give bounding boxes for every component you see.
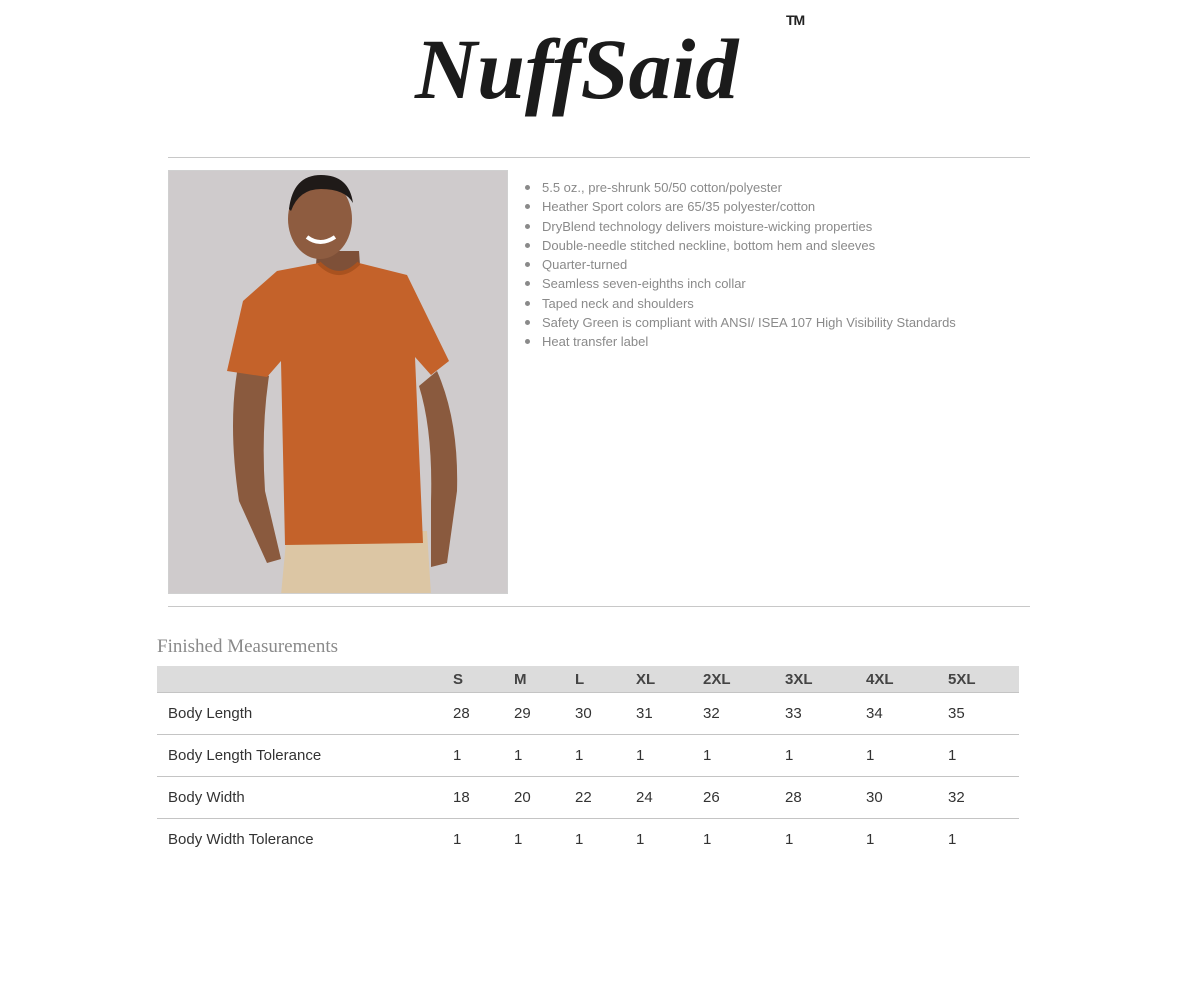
table-cell: 1 (703, 735, 785, 777)
size-header: L (575, 666, 636, 693)
size-header: XL (636, 666, 703, 693)
table-cell: 1 (948, 831, 957, 848)
feature-item: Seamless seven-eighths inch collar (525, 274, 956, 293)
table-cell: 32 (948, 777, 1019, 819)
trademark-mark: TM (786, 12, 805, 28)
table-cell: 30 (866, 777, 948, 819)
table-cell: 32 (703, 693, 785, 735)
table-cell: 29 (514, 693, 575, 735)
table-cell: 35 (948, 693, 1019, 735)
table-cell: 1 (785, 735, 866, 777)
table-cell: 1 (453, 735, 514, 777)
feature-item: Double-needle stitched neckline, bottom hem and sleeves (525, 236, 956, 255)
table-cell: 24 (636, 777, 703, 819)
header-blank-cell (157, 666, 453, 693)
table-row (157, 693, 1019, 735)
size-header: 4XL (866, 666, 948, 693)
feature-item: DryBlend technology delivers moisture-wicking properties (525, 217, 956, 236)
row-label: Body Width Tolerance (168, 831, 314, 848)
feature-list (525, 178, 956, 352)
size-header: 3XL (785, 666, 866, 693)
table-cell: 1 (703, 831, 712, 848)
feature-item: 5.5 oz., pre-shrunk 50/50 cotton/polyester (525, 178, 956, 197)
table-cell: 30 (575, 693, 636, 735)
table-cell: 34 (866, 693, 948, 735)
table-row (157, 777, 1019, 819)
table-cell: 1 (514, 735, 575, 777)
table-cell: 26 (703, 777, 785, 819)
table-cell: 31 (636, 693, 703, 735)
table-cell: 1 (514, 831, 523, 848)
feature-item: Heather Sport colors are 65/35 polyester/cotton (525, 197, 956, 216)
row-label: Body Width (157, 777, 453, 819)
table-cell: 1 (785, 831, 794, 848)
measurements-table (157, 666, 1019, 860)
table-cell: 1 (575, 831, 584, 848)
size-header: 2XL (703, 666, 785, 693)
table-cell: 20 (514, 777, 575, 819)
feature-item: Safety Green is compliant with ANSI/ ISEA 107 High Visibility Standards (525, 313, 956, 332)
divider-bottom (168, 606, 1030, 607)
brand-logo (410, 18, 810, 143)
table-cell: 1 (948, 735, 1019, 777)
table-cell: 28 (453, 693, 514, 735)
table-row (157, 819, 1019, 861)
table-cell: 1 (636, 831, 645, 848)
table-cell: 18 (453, 777, 514, 819)
table-cell: 33 (785, 693, 866, 735)
product-photo (168, 170, 508, 594)
table-cell: 1 (866, 735, 948, 777)
size-header-row (157, 666, 1019, 693)
table-cell: 28 (785, 777, 866, 819)
feature-item: Taped neck and shoulders (525, 294, 956, 313)
measurements-title: Finished Measurements (157, 636, 339, 657)
model-illustration (169, 171, 508, 594)
feature-item: Quarter-turned (525, 255, 956, 274)
size-header: S (453, 666, 514, 693)
size-header: M (514, 666, 575, 693)
brand-logo-wordmark (410, 18, 810, 143)
table-cell: 1 (575, 735, 636, 777)
table-cell: 1 (636, 735, 703, 777)
row-label: Body Length (157, 693, 453, 735)
row-label: Body Length Tolerance (157, 735, 453, 777)
feature-item: Heat transfer label (525, 332, 956, 351)
table-row (157, 735, 1019, 777)
table-cell: 22 (575, 777, 636, 819)
brand-name: NuffSaid (415, 21, 739, 117)
table-cell: 1 (453, 831, 462, 848)
size-header: 5XL (948, 666, 1019, 693)
divider-top (168, 157, 1030, 158)
table-cell: 1 (866, 831, 875, 848)
